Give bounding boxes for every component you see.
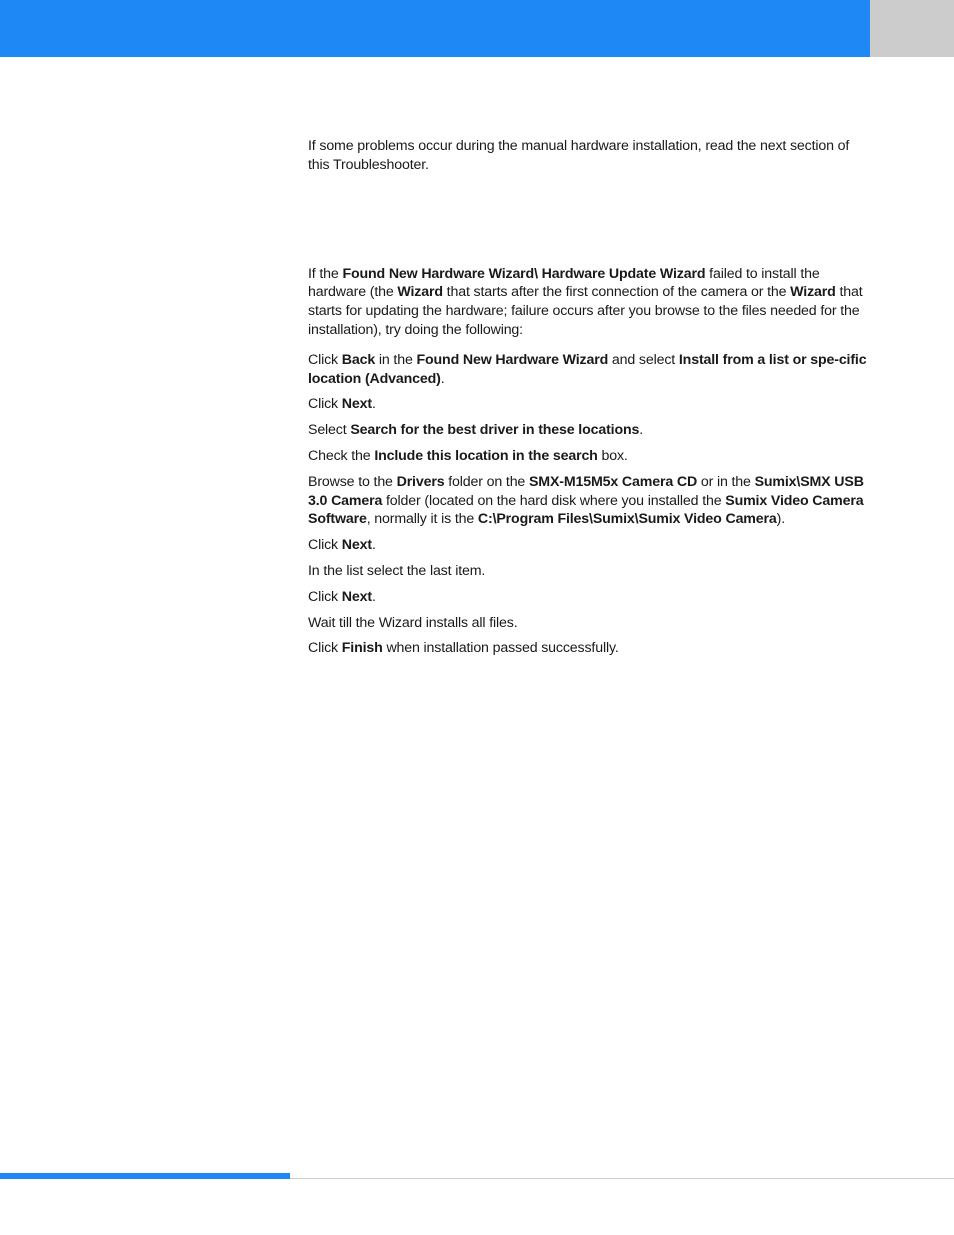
step-3: Select Search for the best driver in these locations. xyxy=(308,422,644,439)
lead-paragraph: If the Found New Hardware Wizard\ Hardware Update Wizard failed to install the hardware (the Wizard that starts after the first connection of the camera or the Wizard that starts for updating the hardware; failure occurs after you browse to the files needed for the installation), try doing the following: xyxy=(308,265,863,338)
step-5: Browse to the Drivers folder on the SMX-M15M5x Camera CD or in the Sumix\SMX USB 3.0 Camera folder (located on the hard disk where you installed the Sumix Video Camera Software, normally it is the C:\Program Files\Sumix\Sumix Video Camera). xyxy=(308,473,864,528)
footer-accent-bar xyxy=(0,1173,290,1179)
step-8: Click Next. xyxy=(308,588,376,605)
step-1: Click Back in the Found New Hardware Wizard and select Install from a list or spe-cific location (Advanced). xyxy=(308,351,867,387)
page-content xyxy=(308,137,870,665)
step-10: Click Finish when installation passed successfully. xyxy=(308,640,619,657)
intro-paragraph: If some problems occur during the manual hardware installation, read the next section of this Troubleshooter. xyxy=(308,138,850,173)
footer-rule xyxy=(290,1178,954,1179)
step-6: Click Next. xyxy=(308,537,376,554)
step-2: Click Next. xyxy=(308,396,376,413)
step-9: Wait till the Wizard installs all files. xyxy=(308,614,518,631)
step-7: In the list select the last item. xyxy=(308,562,486,579)
header-bar xyxy=(0,0,870,57)
step-4: Check the Include this location in the search box. xyxy=(308,447,628,464)
header-tab xyxy=(870,0,954,57)
